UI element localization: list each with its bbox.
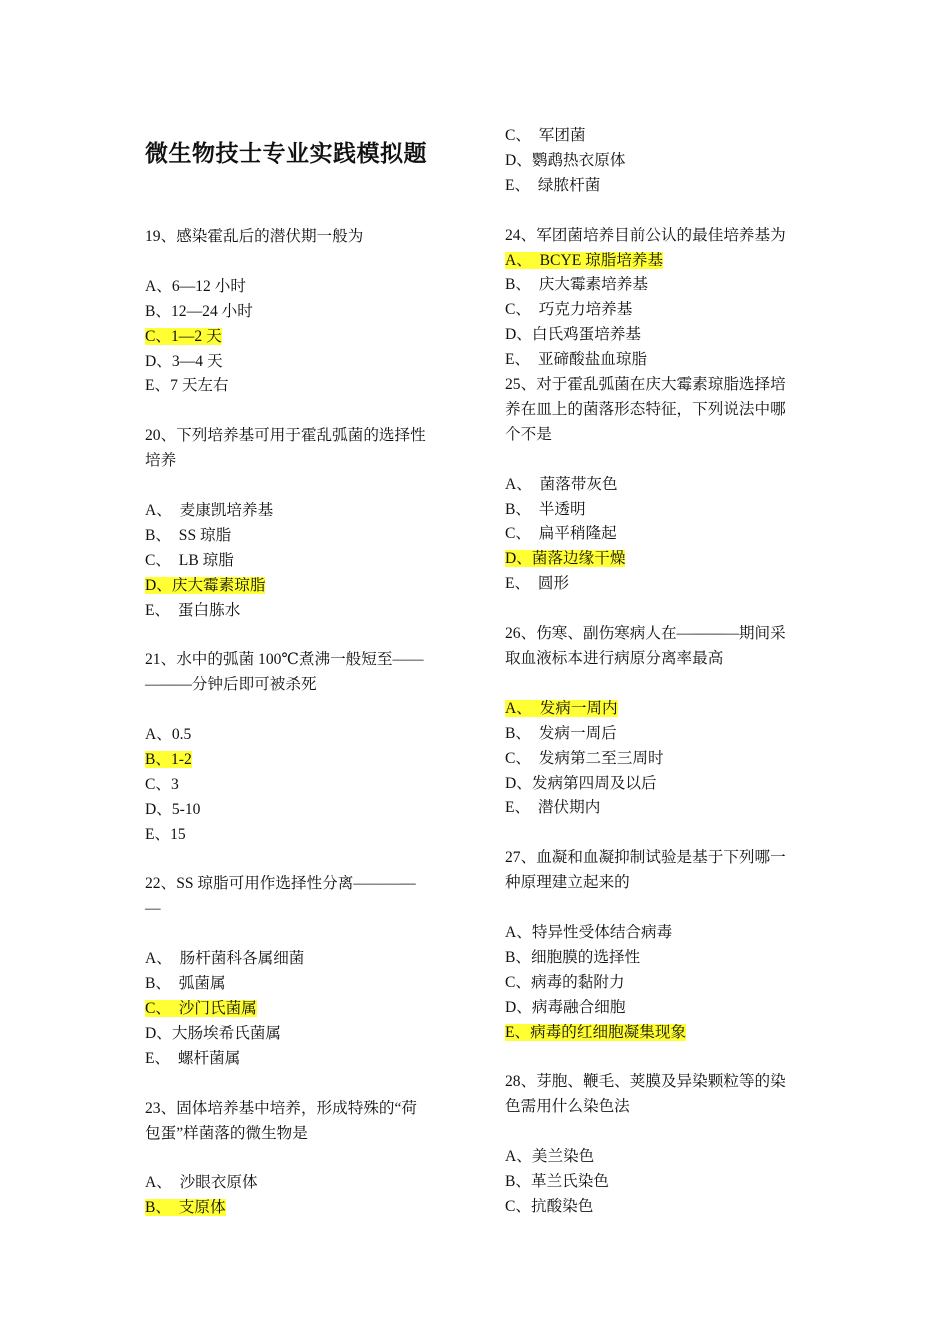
line-text: A、6—12 小时	[145, 277, 246, 295]
answer-option	[145, 947, 450, 972]
line-text: D、鹦鹉热衣原体	[505, 151, 626, 169]
line-text: —	[145, 900, 161, 918]
line-text: C、病毒的黏附力	[505, 973, 625, 991]
answer-option	[505, 522, 810, 547]
answer-option	[145, 374, 450, 399]
line-text: 27、血凝和血凝抑制试验是基于下列哪一	[505, 849, 786, 867]
question-text-line	[505, 871, 810, 896]
answer-option	[505, 149, 810, 174]
highlighted-answer-text: C、 沙门氏菌属	[145, 999, 257, 1017]
question-text-line	[505, 423, 810, 448]
line-text: C、 发病第二至三周时	[505, 749, 664, 767]
answer-option	[145, 1022, 450, 1047]
highlighted-answer-text: D、庆大霉素琼脂	[145, 576, 266, 594]
line-text: B、 发病一周后	[505, 724, 617, 742]
answer-option	[145, 350, 450, 375]
line-text: D、大肠埃希氏菌属	[145, 1024, 282, 1042]
question-text-line	[505, 846, 810, 871]
line-text: A、 沙眼衣原体	[145, 1174, 258, 1192]
answer-option	[145, 524, 450, 549]
answer-option	[145, 1196, 450, 1221]
line-text: 26、伤寒、副伤寒病人在————期间采	[505, 625, 786, 643]
line-text: C、 巧克力培养基	[505, 301, 633, 319]
answer-option	[505, 1145, 810, 1170]
highlighted-answer-text: C、1—2 天	[145, 327, 222, 345]
question-text-line	[145, 673, 450, 698]
question-text-line	[145, 1097, 450, 1122]
line-text: C、抗酸染色	[505, 1197, 594, 1215]
blank-line	[505, 199, 810, 224]
question-text-line	[505, 373, 810, 398]
answer-option	[505, 796, 810, 821]
line-text: A、 肠杆菌科各属细菌	[145, 950, 305, 968]
answer-option	[505, 1170, 810, 1195]
blank-line	[145, 1072, 450, 1097]
highlighted-answer-text: B、1-2	[145, 750, 192, 768]
answer-option	[505, 498, 810, 523]
line-text: 28、芽胞、鞭毛、荚膜及异染颗粒等的染	[505, 1073, 786, 1091]
question-text-line	[505, 1070, 810, 1095]
answer-option	[505, 1021, 810, 1046]
line-text: 19、感染霍乱后的潜伏期一般为	[145, 228, 364, 245]
line-text: D、5-10	[145, 800, 201, 818]
line-text: E、15	[145, 825, 186, 843]
answer-option	[505, 747, 810, 772]
answer-option	[145, 499, 450, 524]
answer-option	[505, 971, 810, 996]
line-text: 24、军团菌培养目前公认的最佳培养基为	[505, 226, 786, 244]
answer-option	[505, 996, 810, 1021]
answer-option	[145, 997, 450, 1022]
question-text-line	[505, 647, 810, 672]
line-text: D、病毒融合细胞	[505, 998, 626, 1016]
blank-line	[505, 448, 810, 473]
answer-option	[145, 798, 450, 823]
blank-line	[505, 597, 810, 622]
highlighted-answer-text: A、 发病一周内	[505, 699, 618, 717]
blank-line	[145, 623, 450, 648]
answer-option	[505, 348, 810, 373]
highlighted-answer-text: E、病毒的红细胞凝集现象	[505, 1023, 687, 1041]
line-text: C、 LB 琼脂	[145, 551, 234, 569]
answer-option	[505, 1195, 810, 1220]
answer-option	[505, 946, 810, 971]
line-text: B、 弧菌属	[145, 975, 226, 993]
answer-option	[145, 723, 450, 748]
line-text: B、 庆大霉素培养基	[505, 276, 648, 294]
line-text: B、 半透明	[505, 500, 586, 518]
line-text: 培养	[145, 452, 177, 470]
left-column	[145, 225, 450, 1221]
blank-line	[145, 250, 450, 275]
line-text: E、 亚碲酸盐血琼脂	[505, 351, 648, 369]
answer-option	[145, 300, 450, 325]
line-text: 21、水中的弧菌 100℃煮沸一般短至——	[145, 651, 424, 669]
blank-line	[505, 1120, 810, 1145]
answer-option	[145, 275, 450, 300]
answer-option	[145, 823, 450, 848]
line-text: 取血液标本进行病原分离率最高	[505, 649, 724, 667]
answer-option	[145, 1047, 450, 1072]
line-text: A、特异性受体结合病毒	[505, 923, 673, 941]
line-text: E、7 天左右	[145, 377, 229, 395]
answer-option	[505, 174, 810, 199]
blank-line	[505, 1045, 810, 1070]
highlighted-answer-text: D、菌落边缘干燥	[505, 550, 626, 568]
answer-option	[505, 697, 810, 722]
line-text: A、 菌落带灰色	[505, 475, 618, 493]
question-text-line	[505, 622, 810, 647]
line-text: 养在皿上的菌落形态特征，下列说法中哪	[505, 400, 786, 418]
answer-option	[505, 249, 810, 274]
question-text-line	[145, 872, 450, 897]
blank-line	[145, 698, 450, 723]
blank-line	[145, 922, 450, 947]
line-text: E、 螺杆菌属	[145, 1049, 241, 1067]
line-text: E、 绿脓杆菌	[505, 176, 601, 194]
line-text: E、 圆形	[505, 575, 570, 593]
question-text-line	[505, 1095, 810, 1120]
question-text-line	[145, 1122, 450, 1147]
question-text-line	[505, 398, 810, 423]
answer-option	[145, 972, 450, 997]
answer-option	[145, 549, 450, 574]
answer-option	[505, 124, 810, 149]
blank-line	[505, 672, 810, 697]
highlighted-answer-text: A、 BCYE 琼脂培养基	[505, 251, 664, 269]
question-text-line	[145, 449, 450, 474]
question-text-line	[145, 648, 450, 673]
question-text-line	[145, 897, 450, 922]
answer-option	[505, 921, 810, 946]
answer-option	[145, 325, 450, 350]
highlighted-answer-text: B、 支原体	[145, 1199, 226, 1217]
line-text: B、12—24 小时	[145, 302, 253, 320]
answer-option	[145, 574, 450, 599]
answer-option	[505, 547, 810, 572]
line-text: 22、SS 琼脂可用作选择性分离————	[145, 875, 416, 893]
blank-line	[505, 821, 810, 846]
blank-line	[505, 896, 810, 921]
right-column	[505, 124, 810, 1220]
blank-line	[145, 848, 450, 873]
answer-option	[505, 772, 810, 797]
answer-option	[505, 323, 810, 348]
line-text: D、3—4 天	[145, 352, 223, 370]
line-text: 23、固体培养基中培养，形成特殊的“荷	[145, 1099, 418, 1117]
answer-option	[145, 599, 450, 624]
question-text-line	[505, 224, 810, 249]
line-text: B、细胞膜的选择性	[505, 948, 641, 966]
answer-option	[505, 298, 810, 323]
line-text: B、 SS 琼脂	[145, 526, 232, 544]
blank-line	[145, 474, 450, 499]
answer-option	[505, 722, 810, 747]
line-text: D、发病第四周及以后	[505, 774, 657, 792]
line-text: D、白氏鸡蛋培养基	[505, 326, 642, 344]
line-text: 种原理建立起来的	[505, 874, 630, 892]
question-text-line	[145, 424, 450, 449]
line-text: 个不是	[505, 425, 552, 443]
line-text: 25、对于霍乱弧菌在庆大霉素琼脂选择培	[505, 376, 786, 394]
line-text: B、革兰氏染色	[505, 1172, 609, 1190]
line-text: A、美兰染色	[505, 1148, 595, 1166]
answer-option	[505, 273, 810, 298]
blank-line	[145, 1146, 450, 1171]
answer-option	[145, 748, 450, 773]
line-text: 20、下列培养基可用于霍乱弧菌的选择性	[145, 427, 426, 445]
line-text: C、 军团菌	[505, 127, 586, 144]
line-text: ———分钟后即可被杀死	[145, 676, 317, 694]
line-text: E、 潜伏期内	[505, 799, 601, 817]
line-text: A、0.5	[145, 726, 192, 744]
question-text-line	[145, 225, 450, 250]
answer-option	[145, 1171, 450, 1196]
page-title: 微生物技士专业实践模拟题	[145, 141, 427, 167]
blank-line	[145, 399, 450, 424]
answer-option	[145, 773, 450, 798]
answer-option	[505, 473, 810, 498]
line-text: C、 扁平稍隆起	[505, 525, 617, 543]
line-text: A、 麦康凯培养基	[145, 501, 274, 519]
line-text: E、 蛋白胨水	[145, 601, 241, 619]
line-text: 包蛋”样菌落的微生物是	[145, 1124, 308, 1142]
answer-option	[505, 572, 810, 597]
line-text: 色需用什么染色法	[505, 1098, 630, 1116]
line-text: C、3	[145, 775, 179, 793]
